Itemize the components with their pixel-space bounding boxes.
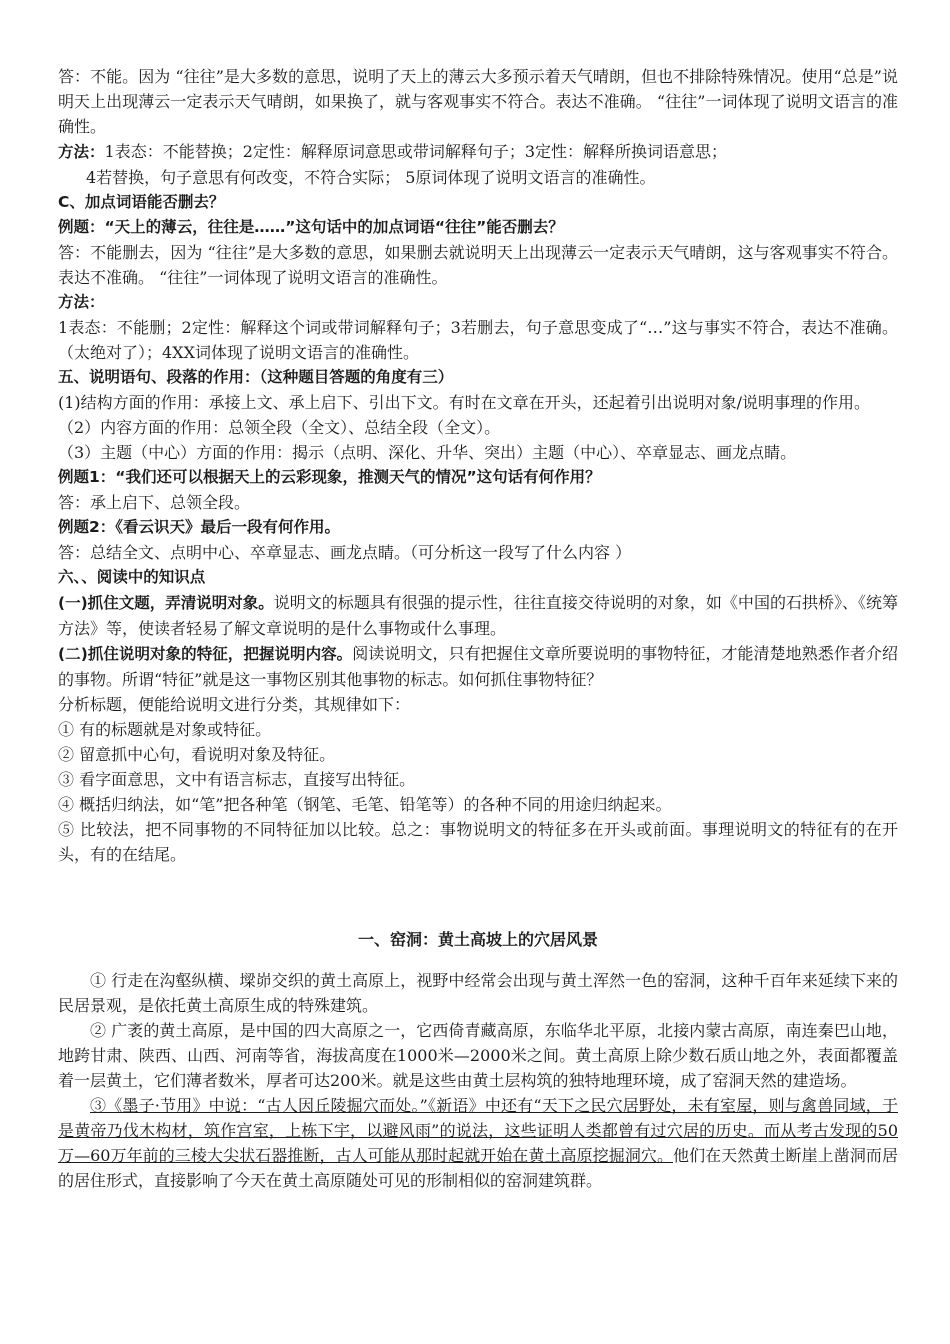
method-paragraph: 1表态：不能删；2定性：解释这个词或带词解释句子；3若删去，句子意思变成了“…”这与事实不符合，表达不准确。（太绝对了）；4XX词体现了说明文语言的准确性。 <box>58 318 898 362</box>
method-line-2: 4若替换，句子意思有何改变，不符合实际； 5原词体现了说明文语言的准确性。 <box>86 168 656 187</box>
point-2-heading: (二)抓住说明对象的特征，把握说明内容。 <box>58 645 353 663</box>
article-paragraph-3 <box>58 1093 898 1193</box>
point-1 <box>58 590 898 641</box>
article-title: 一、窑洞：黄土高坡上的穴居风景 <box>357 930 598 949</box>
rule-5: ⑤ 比较法，把不同事物的不同特征加以比较。总之：事物说明文的特征多在开头或前面。事理说明文的特征有的在开头，有的在结尾。 <box>58 820 898 864</box>
rule-4: ④ 概括归纳法，如“笔”把各种笔（钢笔、毛笔、铅笔等）的各种不同的用途归纳起来。 <box>58 795 672 814</box>
section-5-heading: 五、说明语句、段落的作用：（这种题目答题的角度有三） <box>58 368 454 386</box>
answer-paragraph-2: 答：不能删去，因为 “往往”是大多数的意思，如果删去就说明天上出现薄云一定表示天气晴朗，这与客观事实不符合。表达不准确。 “往往”一词体现了说明文语言的准确性。 <box>58 243 898 287</box>
structure-role: (1)结构方面的作用：承接上文、承上启下、引出下文。有时在文章在开头，还起着引出说明对象/说明事理的作用。 <box>58 393 871 412</box>
method-heading: 方法： <box>58 293 105 311</box>
point-2 <box>58 641 898 692</box>
example-1: 例题1：“我们还可以根据天上的云彩现象，推测天气的情况”这句话有何作用？ <box>58 468 601 486</box>
method-line <box>58 139 898 165</box>
point-1-heading: (一)抓住文题，弄清说明对象。 <box>58 594 274 612</box>
section-6-heading: 六、、阅读中的知识点 <box>58 568 206 586</box>
content-role: （2）内容方面的作用：总领全段（全文）、总结全段（全文）。 <box>58 418 501 437</box>
rule-1: ① 有的标题就是对象或特征。 <box>58 720 272 739</box>
article-paragraph-2: ② 广袤的黄土高原，是中国的四大高原之一，它西倚青藏高原，东临华北平原，北接内蒙古高原，南连秦巴山地，地跨甘肃、陕西、山西、河南等省，海拔高度在1000米—2000米之间。黄土高原上除少数石质山地之外，表面都覆盖着一层黄土，它们薄者数米，厚者可达200米。就是这些由黄土层构筑的独特地理环境，成了窑洞天然的建造场。 <box>58 1021 898 1090</box>
example-2-answer: 答：总结全文、点明中心、卒章显志、画龙点睛。（可分析这一段写了什么内容 ） <box>58 543 632 562</box>
answer-paragraph-1: 答：不能。因为 “往往”是大多数的意思，说明了天上的薄云大多预示着天气晴朗，但也不排除特殊情况。使用“总是”说明天上出现薄云一定表示天气晴朗，如果换了，就与客观事实不符合。表达不准确。 “往往”一词体现了说明文语言的准确性。 <box>58 67 898 136</box>
rule-2: ② 留意抓中心句，看说明对象及特征。 <box>58 745 336 764</box>
classification-intro: 分析标题，便能给说明文进行分类，其规律如下： <box>58 695 411 714</box>
example-2: 例题2：《看云识天》最后一段有何作用。 <box>58 518 341 536</box>
theme-role: （3）主题（中心）方面的作用：揭示（点明、深化、升华、突出）主题（中心）、卒章显志、画龙点睛。 <box>58 443 797 462</box>
document-page <box>58 64 898 1193</box>
point-1-text: 说明文的标题具有很强的提示性，往往直接交待说明的对象，如《中国的石拱桥》、《统筹方法》等，使读者轻易了解文章说明的是什么事物或什么事理。 <box>58 593 898 638</box>
article-paragraph-1: ① 行走在沟壑纵横、墚峁交织的黄土高原上，视野中经常会出现与黄土浑然一色的窑洞，这种千百年来延续下来的民居景观，是依托黄土高原生成的特殊建筑。 <box>58 971 898 1015</box>
method-label: 方法： <box>58 143 105 161</box>
example-question: 例题：“天上的薄云，往往是……”这句话中的加点词语“往往”能否删去？ <box>58 218 564 236</box>
point-2-text: 阅读说明文，只有把握住文章所要说明的事物特征，才能清楚地熟悉作者介绍的事物。所谓“特征”就是这一事物区别其他事物的标志。如何抓住事物特征？ <box>58 644 898 689</box>
passage-continuation: 他们在天然黄土断崖上凿洞而居的居住形式，直接影响了今天在黄土高原随处可见的形制相似的窑洞建筑群。 <box>58 1146 898 1190</box>
rule-3: ③ 看字面意思，文中有语言标志，直接写出特征。 <box>58 770 416 789</box>
method-text: 1表态：不能替换；2定性：解释原词意思或带词解释句子；3定性：解释所换词语意思； <box>104 142 728 161</box>
section-c-heading: C、加点词语能否删去？ <box>58 193 225 211</box>
underlined-passage: ③《墨子·节用》中说：“古人因丘陵掘穴而处。”《新语》中还有“天下之民穴居野处，未有室屋，则与禽兽同域，于是黄帝乃伐木构材，筑作宫室，上栋下宇，以避风雨”的说法，这些证明人类都曾有过穴居的历史。而从考古发现的50万—60万年前的三棱大尖状石器推断，古人可能从那时起就开始在黄土高原挖掘洞穴。 <box>58 1096 898 1165</box>
example-1-answer: 答：承上启下、总领全段。 <box>58 493 251 512</box>
